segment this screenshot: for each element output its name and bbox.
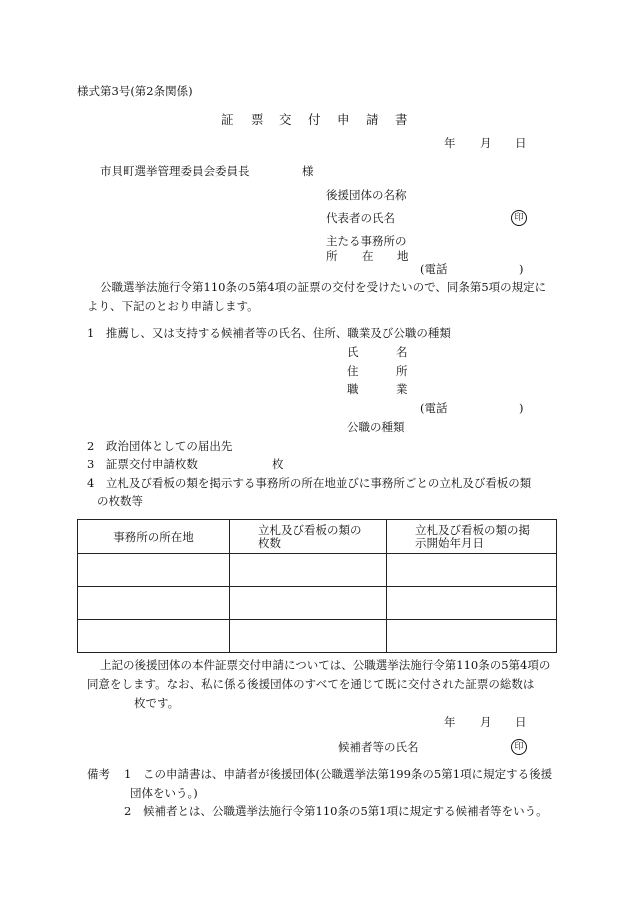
recipient-name: 市貝町選挙管理委員会委員長 [100,164,250,178]
candidate-job-char: 職 [347,382,359,396]
table-cell[interactable] [387,620,557,653]
col-sign-count-l2: 枚数 [258,535,281,550]
date-year: 年 [444,715,456,729]
note2-number: 2 [124,804,132,818]
table-row [78,587,557,620]
table-header-row [78,520,557,554]
office-type-label: 公職の種類 [347,420,405,434]
title-char: 交 [279,112,292,127]
signboard-table [77,519,557,653]
table-cell[interactable] [387,554,557,587]
item3-heading: 3 証票交付申請枚数 [87,457,198,471]
table-cell[interactable] [230,587,387,620]
title-char: 請 [366,112,379,127]
table-cell[interactable] [387,587,557,620]
recipient-honorific: 様 [302,164,314,178]
table-header-cell [230,520,387,554]
title-char: 付 [308,112,321,127]
candidate-signature-label: 候補者等の氏名 [338,740,419,754]
office-label-char: 所 [326,249,338,263]
applicant-phone-close: ) [519,262,524,276]
title-char: 申 [337,112,350,127]
item3-unit: 枚 [272,457,284,471]
form-number-label: 様式第3号(第2条関係) [77,84,193,98]
org-name-label: 後援団体の名称 [326,188,407,202]
table-header-cell [78,520,230,554]
consent-line-1: 上記の後援団体の本件証票交付申請については、公職選挙法施行令第110条の5第4項の [100,658,551,672]
candidate-name-char: 氏 [347,345,359,359]
table-cell[interactable] [78,587,230,620]
office-label-line1: 主たる事務所の [326,234,407,248]
table-cell[interactable] [78,554,230,587]
item4-line-1: 4 立札及び看板の類を掲示する事務所の所在地並びに事務所ごとの立札及び看板の類 [87,476,532,490]
intro-line-1: 公職選挙法施行令第110条の5第4項の証票の交付を受けたいので、同条第5項の規定に [100,280,547,294]
note1-line-1: この申請書は、申請者が後援団体(公職選挙法第199条の5第1項に規定する後援 [143,767,553,781]
date-day: 日 [515,715,527,729]
table-row [78,620,557,653]
date-year: 年 [444,136,456,150]
seal-mark-icon: 印 [511,210,527,226]
candidate-address-char: 所 [396,364,408,378]
item2-heading: 2 政治団体としての届出先 [87,439,233,453]
title-char: 証 [221,112,234,127]
candidate-job-char: 業 [396,382,408,396]
consent-line-3: 枚です。 [134,696,180,710]
table-cell[interactable] [78,620,230,653]
note2-text: 候補者とは、公職選挙法施行令第110条の5第1項に規定する候補者等をいう。 [143,804,548,818]
item4-line-2: の枚数等 [97,494,143,508]
table-row [78,554,557,587]
office-label-char: 地 [397,249,409,263]
col-office-location: 事務所の所在地 [113,529,194,544]
date-day: 日 [515,136,527,150]
table-cell[interactable] [230,620,387,653]
consent-line-2: 同意をします。なお、私に係る後援団体のすべてを通じて既に交付された証票の総数は [87,677,535,691]
note1-line-2: 団体をいう。) [130,786,198,800]
applicant-phone-open: (電話 [420,262,448,276]
seal-mark-icon: 印 [511,739,527,755]
col-sign-count-l1: 立札及び看板の類の [258,522,362,537]
candidate-name-char: 名 [396,345,408,359]
candidate-phone-close: ) [519,401,524,415]
note1-number: 1 [124,767,132,781]
col-start-date-l2: 示開始年月日 [415,535,484,550]
table-header-cell [387,520,557,554]
col-start-date-l1: 立札及び看板の類の掲 [415,522,530,537]
candidate-phone-open: (電話 [420,401,448,415]
candidate-address-char: 住 [347,364,359,378]
office-label-char: 在 [362,249,374,263]
date-month: 月 [480,715,492,729]
table-cell[interactable] [230,554,387,587]
intro-line-2: より、下記のとおり申請します。 [87,299,259,313]
notes-heading: 備考 [87,767,110,781]
item1-heading: 1 推薦し、又は支持する候補者等の氏名、住所、職業及び公職の種類 [87,326,451,340]
date-month: 月 [480,136,492,150]
title-char: 票 [251,112,264,127]
representative-label: 代表者の氏名 [326,211,395,225]
title-char: 書 [395,112,408,127]
